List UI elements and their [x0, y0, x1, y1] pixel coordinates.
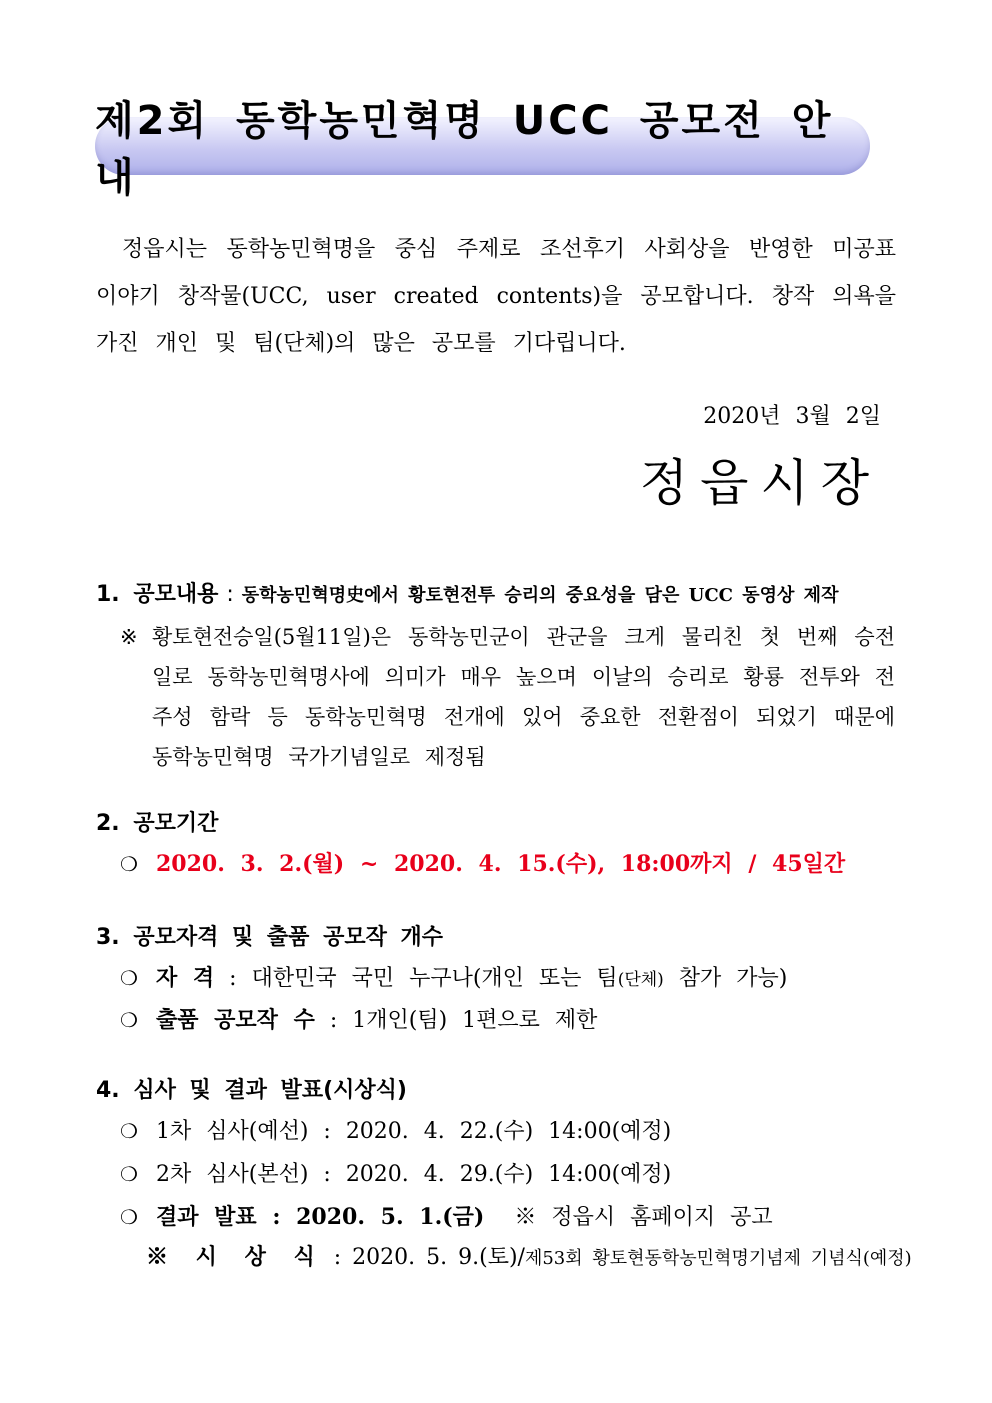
first-review-item [120, 1114, 671, 1145]
reference-mark-icon: ※ [120, 625, 138, 649]
eligibility-separator: : [229, 966, 237, 991]
circle-bullet-icon: ❍ [120, 1008, 138, 1032]
second-review-item [120, 1157, 671, 1188]
result-announcement-note: ※ 정읍시 홈페이지 공고 [514, 1205, 773, 1230]
award-ceremony-line [146, 1240, 912, 1271]
ceremony-text: 제53회 황토현동학농민혁명기념제 기념식(예정) [524, 1248, 912, 1269]
section-1-note-text: 황토현전승일(5월11일)은 동학농민군이 관군을 크게 물리친 첫 번째 승전일로 동학농민혁명사에 의미가 매우 높으며 이날의 승리로 황룡 전투와 전주성 함락 등 동학농민혁명 전개에 있어 중요한 전환점이 되었기 때문에 동학농민혁명 국가기념일로 제정됨 [152, 625, 895, 769]
period-item [120, 847, 845, 878]
eligibility-item [120, 961, 787, 992]
eligibility-small: (단체) [617, 970, 664, 990]
page-title: 제2회 동학농민혁명 UCC 공모전 안내 [95, 98, 834, 201]
circle-bullet-icon: ❍ [120, 852, 138, 876]
second-review-text: 2차 심사(본선) : 2020. 4. 29.(수) 14:00(예정) [156, 1162, 672, 1187]
entry-count-text: 1개인(팀) 1편으로 제한 [352, 1008, 598, 1033]
section-1-separator: : [226, 582, 234, 607]
section-1-summary: 동학농민혁명史에서 황토현전투 승리의 중요성을 담은 UCC 동영상 제작 [241, 585, 839, 606]
result-announcement-label: 결과 발표 : 2020. 5. 1.(금) [156, 1204, 485, 1230]
ceremony-separator: : [333, 1245, 342, 1270]
result-announcement-item [120, 1200, 773, 1231]
section-2-heading: 2. 공모기간 [96, 811, 219, 836]
section-1-heading [96, 577, 838, 608]
title-banner [95, 98, 870, 201]
circle-bullet-icon: ❍ [120, 1119, 138, 1143]
eligibility-text: 대한민국 국민 누구나(개인 또는 팀 [251, 966, 618, 991]
entry-count-label: 출품 공모작 수 [156, 1007, 315, 1033]
ceremony-date: 2020. 5. 9.(토)/ [352, 1245, 525, 1270]
section-1-note [120, 617, 895, 777]
issuer-name: 정읍시장 [639, 454, 881, 512]
issue-date: 2020년 3월 2일 [703, 404, 881, 429]
section-3-heading: 3. 공모자격 및 출품 공모작 개수 [96, 925, 443, 950]
section-1-title: 1. 공모내용 [96, 582, 219, 607]
entry-count-separator: : [329, 1008, 338, 1033]
period-text: 2020. 3. 2.(월) ~ 2020. 4. 15.(수), 18:00까지 / 45일간 [156, 851, 846, 877]
entry-count-item [120, 1003, 597, 1034]
intro-paragraph: 정읍시는 동학농민혁명을 중심 주제로 조선후기 사회상을 반영한 미공표 이야기 창작물(UCC, user created contents)을 공모합니다. 창작 의욕을 가진 개인 및 팀(단체)의 많은 공모를 기다립니다. [96, 237, 896, 356]
first-review-text: 1차 심사(예선) : 2020. 4. 22.(수) 14:00(예정) [156, 1119, 672, 1144]
eligibility-label: 자 격 [156, 965, 215, 991]
section-4-heading: 4. 심사 및 결과 발표(시상식) [96, 1078, 407, 1103]
circle-bullet-icon: ❍ [120, 966, 138, 990]
eligibility-tail: 참가 가능) [663, 966, 788, 991]
circle-bullet-icon: ❍ [120, 1205, 138, 1229]
circle-bullet-icon: ❍ [120, 1162, 138, 1186]
ceremony-label: ※ 시 상 식 [146, 1244, 323, 1270]
